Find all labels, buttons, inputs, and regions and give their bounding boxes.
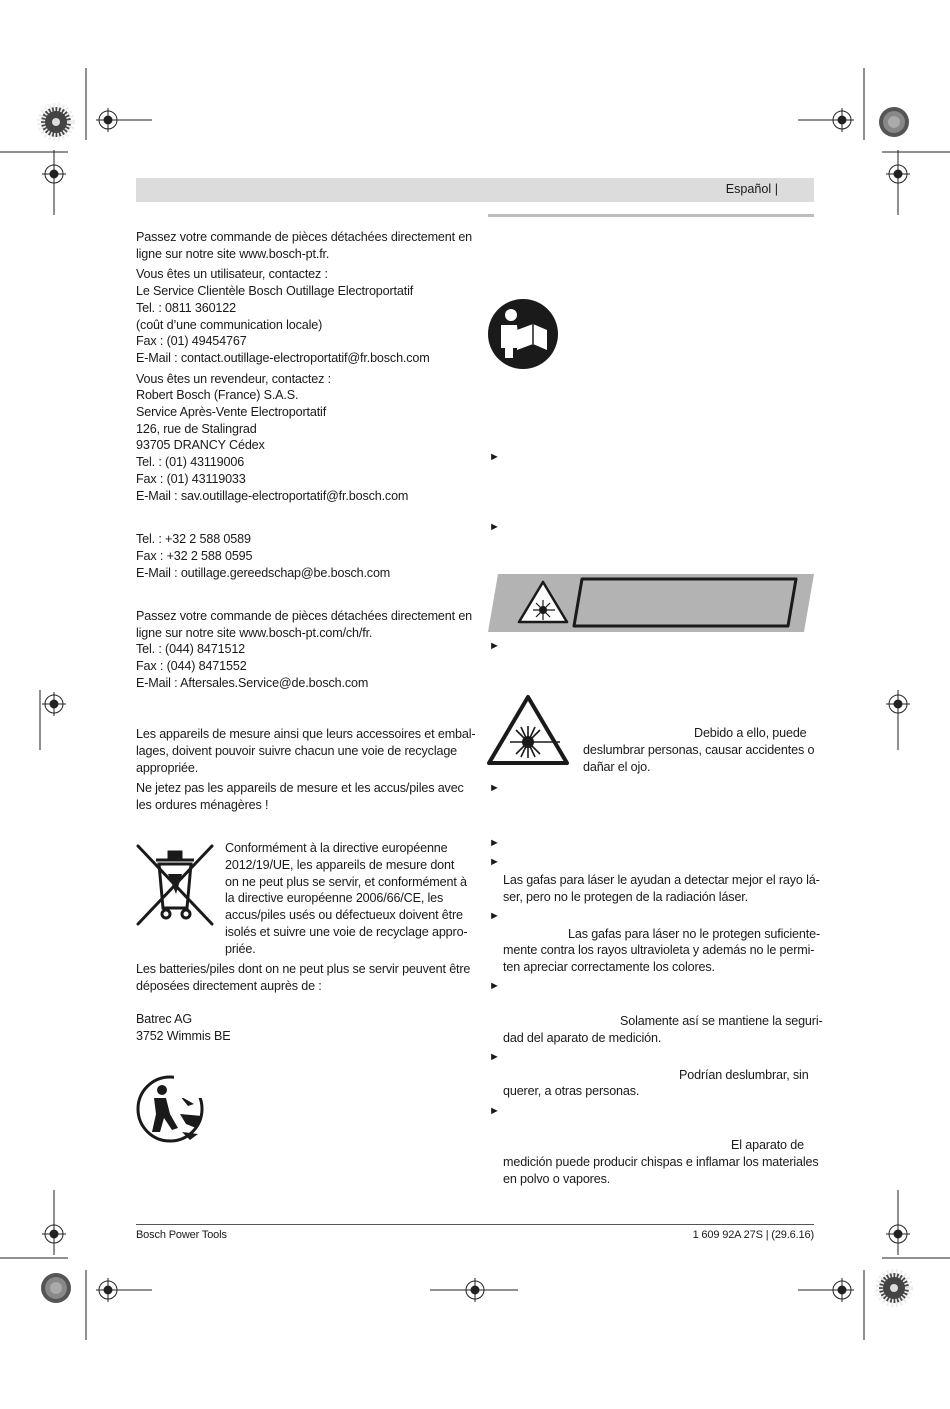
bullet: ► [489,451,500,463]
fr-user-line: Tel. : 0811 360122 [136,301,236,315]
fr-user-line: Vous êtes un utilisateur, contactez : [136,267,328,281]
bullet: ► [489,640,500,652]
footer-doc-number: 1 609 92A 27S | (29.6.16) [692,1229,814,1241]
fr-order-line-2: ligne sur notre site www.bosch-pt.fr. [136,247,330,261]
eu-directive-line: 2012/19/UE, les appareils de mesure dont [225,858,455,872]
disposal-text: lages, doivent pouvoir suivre chacun une voie de recyclage [136,744,458,758]
batrec-name: Batrec AG [136,1012,193,1026]
read-manual-icon [487,298,559,370]
laser-warning-text: dañar el ojo. [583,760,651,774]
bullet: ► [489,1051,500,1063]
bullet: ► [489,782,500,794]
glasses-text: Las gafas para láser le ayudan a detectar mejor el rayo lá- [503,873,820,887]
footer-rule [136,1224,814,1225]
fr-dealer-line: 93705 DRANCY Cédex [136,438,265,452]
page-header [136,178,814,202]
section-label: Español | [725,182,778,196]
safety-text: Solamente así se mantiene la seguri- [620,1014,823,1028]
safety-text: dad del aparato de medición. [503,1031,662,1045]
laser-warning-label [488,574,814,632]
bullet: ► [489,856,500,868]
children-text: querer, a otras personas. [503,1084,640,1098]
glasses-uv-text: Las gafas para láser no le protegen suficiente- [568,927,820,941]
glasses-text: ser, pero no le protegen de la radiación láser. [503,890,748,904]
fr-dealer-line: Robert Bosch (France) S.A.S. [136,388,299,402]
bullet: ► [489,1105,500,1117]
crossed-bin-icon [136,844,216,928]
bullet: ► [489,980,500,992]
laser-warning-icon [486,694,570,766]
disposal-text: Les appareils de mesure ainsi que leurs accessoires et embal- [136,727,476,741]
fr-dealer-email: E-Mail : sav.outillage-electroportatif@fr.bosch.com [136,489,409,503]
batteries-text: Les batteries/piles dont on ne peut plus se servir peuvent être [136,962,471,976]
explosion-text: en polvo o vapores. [503,1172,611,1186]
ch-contact-email: E-Mail : Aftersales.Service@de.bosch.com [136,676,369,690]
explosion-text: medición puede producir chispas e inflamar los materiales [503,1155,819,1169]
ch-contact-line: ligne sur notre site www.bosch-pt.com/ch/fr. [136,626,373,640]
footer-brand: Bosch Power Tools [136,1229,227,1241]
disposal-warning: les ordures ménagères ! [136,798,269,812]
laser-warning-text: Debido a ello, puede [694,726,807,740]
batrec-address: 3752 Wimmis BE [136,1029,231,1043]
triman-recycle-icon [136,1074,208,1144]
eu-directive-line: accus/piles usés ou défectueux doivent être [225,908,463,922]
fr-user-email: E-Mail : contact.outillage-electroportatif@fr.bosch.com [136,351,430,365]
eu-directive-line: Conformément à la directive européenne [225,841,448,855]
fr-dealer-line: Tel. : (01) 43119006 [136,455,245,469]
explosion-text: El aparato de [731,1138,804,1152]
fr-user-line: Fax : (01) 49454767 [136,334,247,348]
laser-warning-text: deslumbrar personas, causar accidentes o [583,743,815,757]
eu-directive-line: la directive européenne 2006/66/CE, les [225,891,444,905]
eu-directive-line: on ne peut plus se servir, et conformément à [225,875,467,889]
right-column-rule [488,214,814,217]
eu-directive-line: priée. [225,942,256,956]
eu-directive-line: isolés et suivre une voie de recyclage appro- [225,925,468,939]
bullet: ► [489,837,500,849]
fr-dealer-line: Service Après-Vente Electroportatif [136,405,327,419]
fr-user-line: (coût d’une communication locale) [136,318,323,332]
be-contact-line: Tel. : +32 2 588 0589 [136,532,251,546]
bullet: ► [489,910,500,922]
disposal-warning: Ne jetez pas les appareils de mesure et les accus/piles avec [136,781,464,795]
fr-dealer-line: Fax : (01) 43119033 [136,472,246,486]
fr-user-line: Le Service Clientèle Bosch Outillage Electroportatif [136,284,414,298]
ch-contact-line: Passez votre commande de pièces détachées directement en [136,609,473,623]
glasses-uv-text: ten apreciar correctamente los colores. [503,960,715,974]
glasses-uv-text: mente contra los rayos ultravioleta y además no le permi- [503,943,815,957]
batteries-text: déposées directement auprès de : [136,979,322,993]
fr-dealer-line: 126, rue de Stalingrad [136,422,257,436]
fr-dealer-line: Vous êtes un revendeur, contactez : [136,372,331,386]
ch-contact-line: Tel. : (044) 8471512 [136,642,246,656]
be-contact-line: Fax : +32 2 588 0595 [136,549,253,563]
be-contact-email: E-Mail : outillage.gereedschap@be.bosch.com [136,566,391,580]
fr-order-line-1: Passez votre commande de pièces détachées directement en [136,230,473,244]
disposal-text: appropriée. [136,761,199,775]
ch-contact-line: Fax : (044) 8471552 [136,659,247,673]
bullet: ► [489,521,500,533]
children-text: Podrían deslumbrar, sin [679,1068,809,1082]
